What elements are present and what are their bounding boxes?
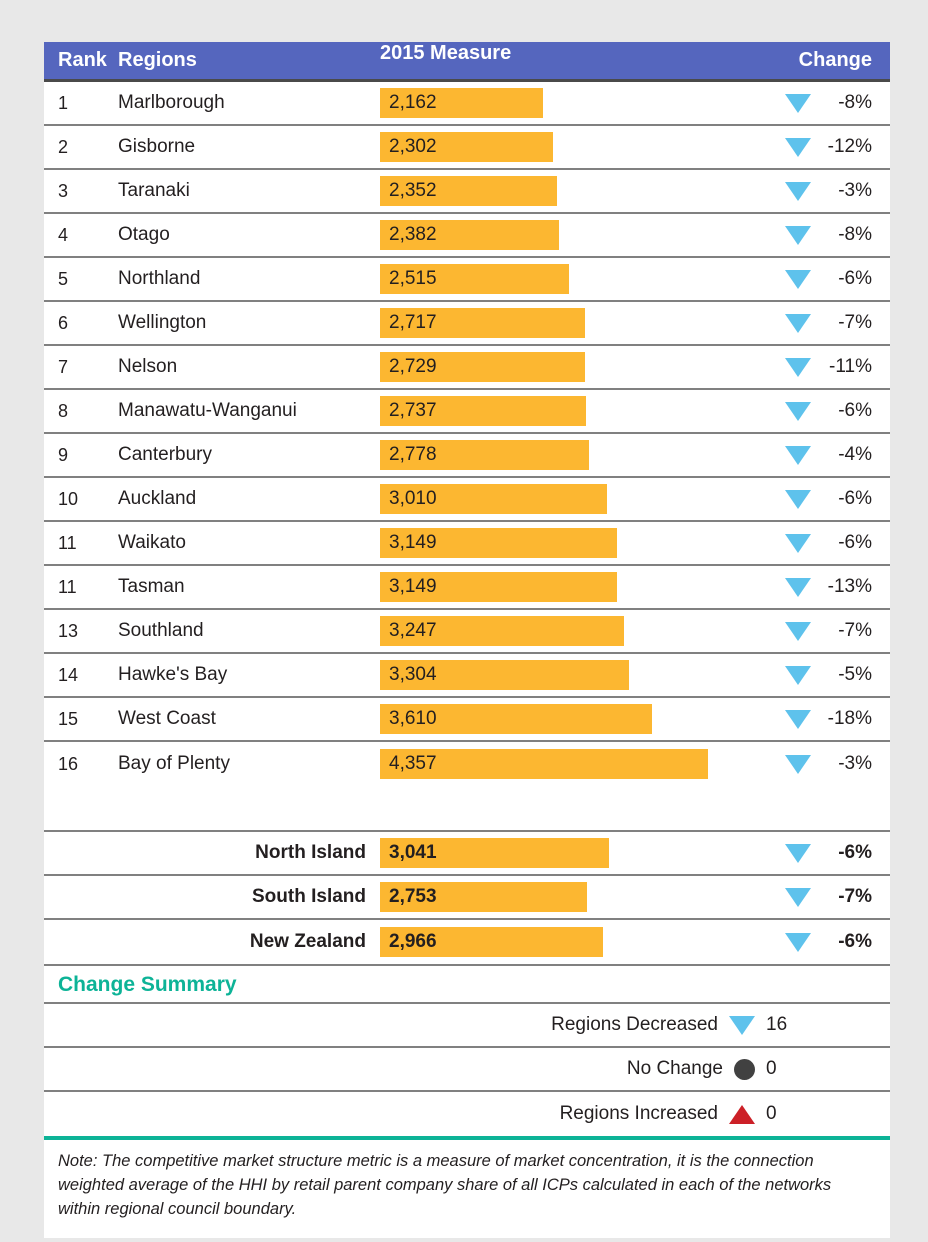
measure-bar: 3,149 bbox=[380, 528, 617, 558]
cell-measure bbox=[380, 566, 710, 608]
triangle-down-icon bbox=[785, 314, 811, 333]
cell-measure bbox=[380, 258, 710, 300]
change-summary-label: No Change bbox=[626, 1058, 723, 1079]
cell-region-name: Gisborne bbox=[118, 136, 196, 157]
cell-change bbox=[710, 258, 890, 300]
cell-measure bbox=[380, 82, 710, 124]
change-summary-row bbox=[44, 1048, 890, 1092]
cell-change bbox=[710, 742, 890, 786]
table-row bbox=[44, 698, 890, 742]
cell-change bbox=[710, 522, 890, 564]
cell-change bbox=[710, 654, 890, 696]
table-row bbox=[44, 610, 890, 654]
table-row bbox=[44, 346, 890, 390]
cell-rank: 8 bbox=[58, 400, 69, 421]
change-summary-label: Regions Increased bbox=[559, 1103, 718, 1124]
change-percent: -8% bbox=[838, 92, 872, 113]
change-percent: -4% bbox=[838, 444, 872, 465]
triangle-down-icon bbox=[785, 402, 811, 421]
cell-measure bbox=[380, 698, 710, 740]
cell-total-label: North Island bbox=[255, 842, 366, 863]
triangle-down-icon bbox=[785, 666, 811, 685]
cell-measure bbox=[380, 478, 710, 520]
measure-bar: 2,162 bbox=[380, 88, 543, 118]
table-row bbox=[44, 82, 890, 126]
cell-total-label: South Island bbox=[252, 886, 366, 907]
cell-change bbox=[710, 390, 890, 432]
table-row bbox=[44, 258, 890, 302]
change-summary-label: Regions Decreased bbox=[551, 1014, 718, 1035]
triangle-down-icon bbox=[785, 888, 811, 907]
table-row bbox=[44, 170, 890, 214]
change-percent: -7% bbox=[838, 886, 872, 907]
change-percent: -3% bbox=[838, 180, 872, 201]
triangle-down-icon bbox=[729, 1016, 755, 1035]
measure-table-card bbox=[44, 42, 890, 1238]
table-row bbox=[44, 566, 890, 610]
cell-measure bbox=[380, 610, 710, 652]
change-summary-count: 0 bbox=[766, 1103, 777, 1124]
cell-region-name: Canterbury bbox=[118, 444, 212, 465]
change-summary-list bbox=[44, 1004, 890, 1136]
cell-measure bbox=[380, 920, 710, 964]
cell-measure bbox=[380, 302, 710, 344]
measure-bar: 3,304 bbox=[380, 660, 629, 690]
measure-bar: 2,737 bbox=[380, 396, 586, 426]
triangle-up-icon bbox=[729, 1105, 755, 1124]
measure-bar: 2,382 bbox=[380, 220, 559, 250]
cell-region-name: Marlborough bbox=[118, 92, 225, 113]
measure-bar: 2,778 bbox=[380, 440, 589, 470]
table-row bbox=[44, 876, 890, 920]
cell-rank: 7 bbox=[58, 356, 69, 377]
cell-change bbox=[710, 478, 890, 520]
triangle-down-icon bbox=[785, 755, 811, 774]
measure-bar: 2,966 bbox=[380, 927, 603, 957]
note-text: Note: The competitive market structure metric is a measure of market concentration, it is the connection weighted average of the HHI by retail parent company share of all ICPs calculated in each of the networks within regional council boundary. bbox=[44, 1136, 890, 1238]
measure-bar: 4,357 bbox=[380, 749, 708, 779]
triangle-down-icon bbox=[785, 710, 811, 729]
change-percent: -6% bbox=[838, 488, 872, 509]
change-percent: -6% bbox=[838, 532, 872, 553]
change-summary-row bbox=[44, 1004, 890, 1048]
cell-region-name: Southland bbox=[118, 620, 204, 641]
measure-bar: 2,717 bbox=[380, 308, 585, 338]
column-header-regions: Regions bbox=[118, 49, 197, 71]
measure-bar: 3,041 bbox=[380, 838, 609, 868]
change-percent: -6% bbox=[838, 400, 872, 421]
table-row bbox=[44, 302, 890, 346]
cell-measure bbox=[380, 832, 710, 874]
cell-change bbox=[710, 920, 890, 964]
cell-region-name: Manawatu-Wanganui bbox=[118, 400, 297, 421]
triangle-down-icon bbox=[785, 578, 811, 597]
measure-bar: 3,610 bbox=[380, 704, 652, 734]
triangle-down-icon bbox=[785, 94, 811, 113]
cell-measure bbox=[380, 126, 710, 168]
cell-total-label: New Zealand bbox=[249, 931, 366, 952]
change-summary-row bbox=[44, 1092, 890, 1136]
cell-change bbox=[710, 434, 890, 476]
triangle-down-icon bbox=[785, 490, 811, 509]
table-row bbox=[44, 214, 890, 258]
change-percent: -8% bbox=[838, 224, 872, 245]
change-summary-title: Change Summary bbox=[44, 964, 890, 1004]
column-header-measure: 2015 Measure bbox=[380, 42, 512, 64]
cell-rank: 16 bbox=[58, 753, 79, 774]
cell-region-name: Northland bbox=[118, 268, 201, 289]
triangle-down-icon bbox=[785, 534, 811, 553]
cell-change bbox=[710, 302, 890, 344]
change-percent: -7% bbox=[838, 312, 872, 333]
triangle-down-icon bbox=[785, 270, 811, 289]
triangle-down-icon bbox=[785, 622, 811, 641]
change-percent: -3% bbox=[838, 753, 872, 774]
measure-bar: 2,352 bbox=[380, 176, 557, 206]
cell-rank: 11 bbox=[58, 532, 77, 553]
table-header-row bbox=[44, 42, 890, 82]
cell-change bbox=[710, 832, 890, 874]
measure-bar: 3,010 bbox=[380, 484, 607, 514]
change-percent: -13% bbox=[827, 576, 872, 597]
change-percent: -11% bbox=[829, 356, 872, 377]
cell-change bbox=[710, 170, 890, 212]
change-summary-count: 0 bbox=[766, 1058, 777, 1079]
cell-measure bbox=[380, 434, 710, 476]
triangle-down-icon bbox=[785, 844, 811, 863]
cell-change bbox=[710, 698, 890, 740]
table-row bbox=[44, 742, 890, 786]
cell-measure bbox=[380, 742, 710, 786]
cell-region-name: Wellington bbox=[118, 312, 207, 333]
cell-rank: 15 bbox=[58, 708, 79, 729]
change-percent: -12% bbox=[827, 136, 872, 157]
table-row bbox=[44, 434, 890, 478]
cell-change bbox=[710, 876, 890, 918]
island-totals-list bbox=[44, 832, 890, 964]
cell-region-name: Taranaki bbox=[118, 180, 190, 201]
table-row bbox=[44, 390, 890, 434]
change-percent: -6% bbox=[838, 842, 872, 863]
cell-change bbox=[710, 566, 890, 608]
measure-bar: 3,149 bbox=[380, 572, 617, 602]
cell-measure bbox=[380, 214, 710, 256]
triangle-down-icon bbox=[785, 182, 811, 201]
cell-rank: 10 bbox=[58, 488, 79, 509]
column-header-change: Change bbox=[798, 49, 872, 71]
column-header-rank: Rank bbox=[58, 49, 107, 71]
cell-rank: 9 bbox=[58, 444, 69, 465]
cell-region-name: Auckland bbox=[118, 488, 197, 509]
change-percent: -5% bbox=[838, 664, 872, 685]
change-percent: -18% bbox=[827, 708, 872, 729]
spacer-row bbox=[44, 786, 890, 832]
cell-rank: 14 bbox=[58, 664, 79, 685]
change-percent: -6% bbox=[838, 268, 872, 289]
cell-rank: 3 bbox=[58, 180, 69, 201]
cell-region-name: Hawke's Bay bbox=[118, 664, 228, 685]
circle-icon bbox=[734, 1059, 755, 1080]
cell-change bbox=[710, 214, 890, 256]
measure-bar: 3,247 bbox=[380, 616, 624, 646]
cell-region-name: West Coast bbox=[118, 708, 216, 729]
cell-region-name: Waikato bbox=[118, 532, 186, 553]
change-summary-count: 16 bbox=[766, 1014, 788, 1035]
cell-measure bbox=[380, 346, 710, 388]
cell-region-name: Nelson bbox=[118, 356, 178, 377]
cell-rank: 6 bbox=[58, 312, 69, 333]
cell-change bbox=[710, 346, 890, 388]
table-row bbox=[44, 126, 890, 170]
table-row bbox=[44, 522, 890, 566]
cell-measure bbox=[380, 170, 710, 212]
ranked-regions-list bbox=[44, 82, 890, 786]
cell-measure bbox=[380, 876, 710, 918]
cell-region-name: Tasman bbox=[118, 576, 185, 597]
measure-bar: 2,302 bbox=[380, 132, 553, 162]
cell-measure bbox=[380, 522, 710, 564]
triangle-down-icon bbox=[785, 933, 811, 952]
cell-rank: 2 bbox=[58, 136, 69, 157]
measure-bar: 2,729 bbox=[380, 352, 585, 382]
measure-bar: 2,753 bbox=[380, 882, 587, 912]
cell-change bbox=[710, 126, 890, 168]
triangle-down-icon bbox=[785, 446, 811, 465]
cell-rank: 11 bbox=[58, 576, 77, 597]
cell-measure bbox=[380, 654, 710, 696]
triangle-down-icon bbox=[785, 138, 811, 157]
cell-measure bbox=[380, 390, 710, 432]
change-percent: -7% bbox=[838, 620, 872, 641]
table-row bbox=[44, 478, 890, 522]
cell-change bbox=[710, 82, 890, 124]
table-row bbox=[44, 654, 890, 698]
cell-change bbox=[710, 610, 890, 652]
measure-bar: 2,515 bbox=[380, 264, 569, 294]
cell-rank: 13 bbox=[58, 620, 79, 641]
change-percent: -6% bbox=[838, 931, 872, 952]
cell-rank: 1 bbox=[58, 92, 69, 113]
triangle-down-icon bbox=[785, 358, 811, 377]
cell-rank: 4 bbox=[58, 224, 69, 245]
cell-rank: 5 bbox=[58, 268, 69, 289]
cell-region-name: Otago bbox=[118, 224, 170, 245]
triangle-down-icon bbox=[785, 226, 811, 245]
table-row bbox=[44, 832, 890, 876]
table-row bbox=[44, 920, 890, 964]
cell-region-name: Bay of Plenty bbox=[118, 753, 230, 774]
